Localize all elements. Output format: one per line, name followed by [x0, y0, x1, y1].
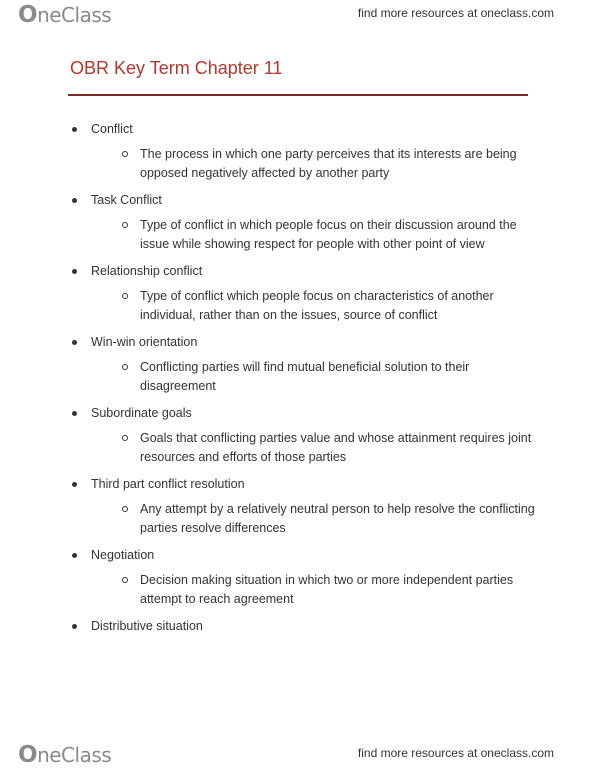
term-row [0, 262, 595, 281]
definition-item [0, 571, 595, 609]
bullet-icon [72, 340, 77, 345]
definition-item [0, 429, 595, 467]
circle-bullet-icon [122, 151, 128, 157]
logo-o: O [18, 742, 38, 768]
circle-bullet-icon [122, 435, 128, 441]
term-label: Negotiation [91, 548, 155, 562]
term-label: Win-win orientation [91, 335, 198, 349]
bullet-icon [72, 624, 77, 629]
term-row [0, 333, 595, 352]
document-title: OBR Key Term Chapter 11 [70, 58, 283, 78]
term-item [0, 475, 595, 538]
definition-text: Conflicting parties will find mutual beneficial solution to their disagreement [140, 360, 470, 393]
term-row [0, 120, 595, 139]
circle-bullet-icon [122, 364, 128, 370]
definition-text: The process in which one party perceives that its interests are being opposed negatively affected by another party [140, 147, 517, 180]
term-row [0, 475, 595, 494]
term-row [0, 617, 595, 636]
page-header [0, 0, 595, 30]
definition-item [0, 287, 595, 325]
term-row [0, 546, 595, 565]
definition-text: Any attempt by a relatively neutral person to help resolve the conflicting parties resolve differences [140, 502, 535, 535]
bullet-icon [72, 127, 77, 132]
circle-bullet-icon [122, 293, 128, 299]
term-item [0, 333, 595, 396]
definition-item [0, 500, 595, 538]
term-row [0, 404, 595, 423]
term-row [0, 191, 595, 210]
term-label: Subordinate goals [91, 406, 192, 420]
term-item [0, 546, 595, 609]
header-tagline-link[interactable]: find more resources at oneclass.com [357, 6, 554, 20]
bullet-icon [72, 198, 77, 203]
term-label: Distributive situation [91, 619, 203, 633]
bullet-icon [72, 269, 77, 274]
page-footer [0, 740, 595, 770]
oneclass-logo-footer[interactable] [18, 742, 111, 768]
bullet-icon [72, 411, 77, 416]
circle-bullet-icon [122, 506, 128, 512]
bullet-icon [72, 482, 77, 487]
term-label: Relationship conflict [91, 264, 203, 278]
circle-bullet-icon [122, 577, 128, 583]
definition-text: Type of conflict which people focus on characteristics of another individual, rather than on the issues, source of conflict [140, 289, 494, 322]
logo-o: O [18, 2, 38, 28]
definition-item [0, 216, 595, 254]
logo-text: neClass [37, 3, 112, 27]
key-terms-list [0, 120, 595, 644]
definition-item [0, 358, 595, 396]
definition-text: Type of conflict in which people focus on their discussion around the issue while showing respect for people with other point of view [140, 218, 517, 251]
definition-text: Goals that conflicting parties value and whose attainment requires joint resources and efforts of those parties [140, 431, 532, 464]
bullet-icon [72, 553, 77, 558]
oneclass-logo[interactable] [18, 2, 111, 28]
footer-tagline-link[interactable]: find more resources at oneclass.com [357, 746, 554, 760]
term-item [0, 120, 595, 183]
definition-text: Decision making situation in which two or more independent parties attempt to reach agreement [140, 573, 514, 606]
term-item [0, 404, 595, 467]
circle-bullet-icon [122, 222, 128, 228]
logo-text: neClass [37, 743, 112, 767]
term-label: Third part conflict resolution [91, 477, 245, 491]
definition-item [0, 145, 595, 183]
term-item [0, 191, 595, 254]
term-item [0, 262, 595, 325]
term-label: Task Conflict [91, 193, 162, 207]
title-divider [68, 94, 528, 96]
term-item [0, 617, 595, 644]
term-label: Conflict [91, 122, 133, 136]
